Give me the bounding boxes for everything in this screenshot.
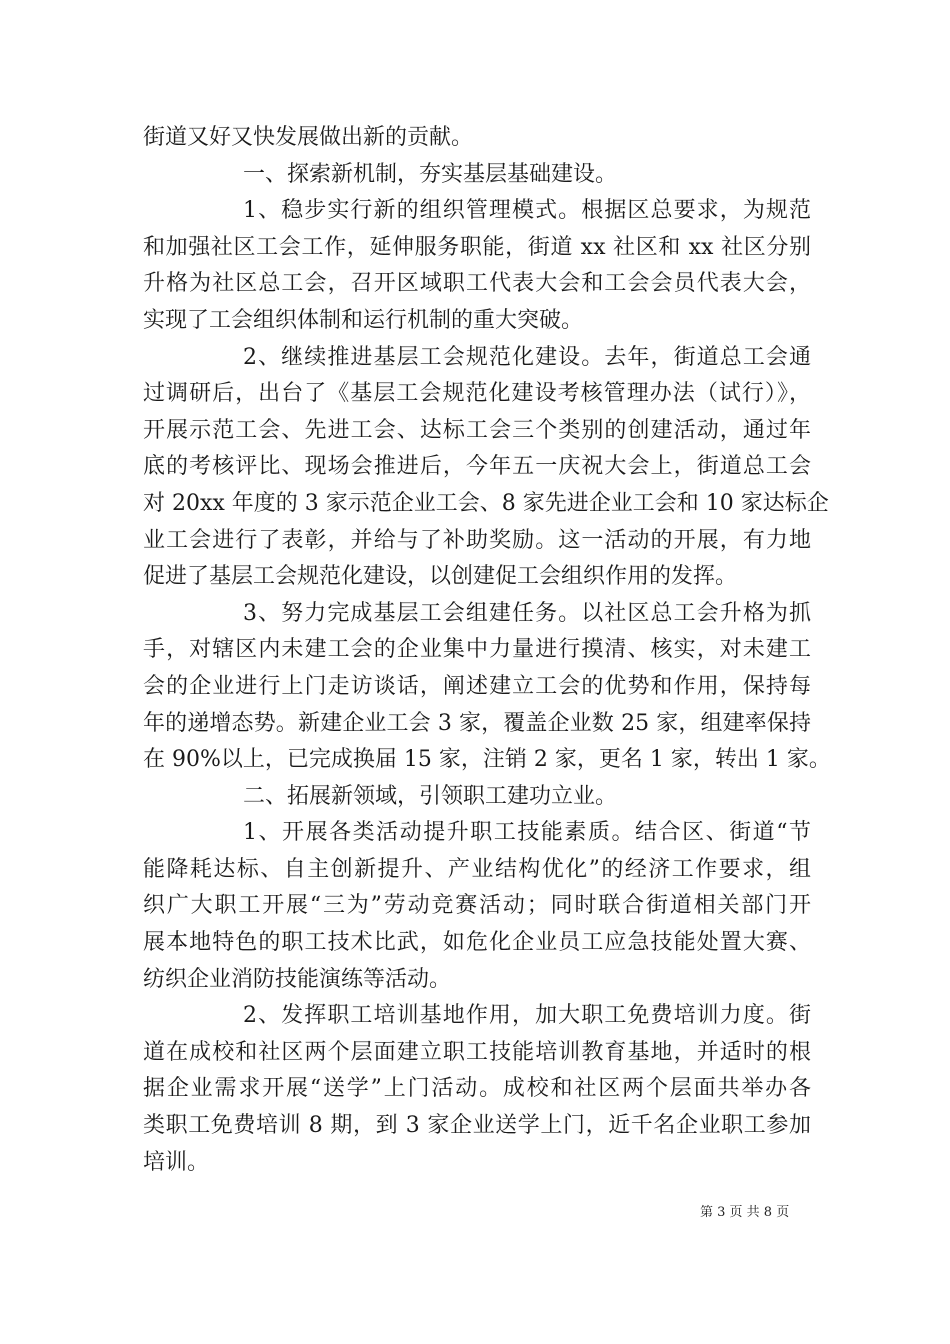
text-line: 1、开展各类活动提升职工技能素质。结合区、街道“节 [243,820,811,846]
text-line: 培训。 [143,1149,210,1175]
text-line: 织广大职工开展“三为”劳动竞赛活动；同时联合街道相关部门开 [143,893,811,919]
text-line: 促进了基层工会规范化建设，以创建促工会组织作用的发挥。 [143,564,738,590]
text-line: 和加强社区工会工作，延伸服务职能，街道 xx 社区和 xx 社区分别 [143,234,811,260]
text-line: 升格为社区总工会，召开区域职工代表大会和工会会员代表大会， [143,271,811,297]
text-line: 过调研后，出台了《基层工会规范化建设考核管理办法（试行）》， [143,381,811,407]
text-line: 业工会进行了表彰，并给与了补助奖励。这一活动的开展，有力地 [143,527,811,553]
text-line: 对 20xx 年度的 3 家示范企业工会、8 家先进企业工会和 10 家达标企 [143,490,829,516]
text-line: 开展示范工会、先进工会、达标工会三个类别的创建活动，通过年 [143,417,811,443]
text-line: 底的考核评比、现场会推进后，今年五一庆祝大会上，街道总工会 [143,454,811,480]
body-text [143,120,831,1181]
text-line: 纺织企业消防技能演练等活动。 [143,966,452,992]
text-line: 一、探索新机制，夯实基层基础建设。 [243,161,618,187]
text-line: 会的企业进行上门走访谈话，阐述建立工会的优势和作用，保持每 [143,673,811,699]
text-line: 类职工免费培训 8 期，到 3 家企业送学上门，近千名企业职工参加 [143,1113,811,1139]
text-line: 能降耗达标、自主创新提升、产业结构优化”的经济工作要求，组 [143,856,811,882]
text-line: 1、稳步实行新的组织管理模式。根据区总要求，为规范 [243,198,811,224]
text-line: 手，对辖区内未建工会的企业集中力量进行摸清、核实，对未建工 [143,637,811,663]
text-line: 在 90%以上，已完成换届 15 家，注销 2 家，更名 1 家，转出 1 家。 [143,747,831,773]
text-line: 二、拓展新领域，引领职工建功立业。 [243,783,618,809]
text-line: 据企业需求开展“送学”上门活动。成校和社区两个层面共举办各 [143,1076,811,1102]
text-line: 3、努力完成基层工会组建任务。以社区总工会升格为抓 [243,600,811,626]
text-line: 实现了工会组织体制和运行机制的重大突破。 [143,307,584,333]
text-line: 2、继续推进基层工会规范化建设。去年，街道总工会通 [243,344,811,370]
text-line: 街道又好又快发展做出新的贡献。 [143,125,474,150]
page-number-footer: 第 3 页 共 8 页 [700,1205,790,1220]
text-line: 年的递增态势。新建企业工会 3 家，覆盖企业数 25 家，组建率保持 [143,710,811,736]
text-line: 展本地特色的职工技术比武，如危化企业员工应急技能处置大赛、 [143,930,811,956]
text-line: 道在成校和社区两个层面建立职工技能培训教育基地，并适时的根 [143,1039,811,1065]
text-line: 2、发挥职工培训基地作用，加大职工免费培训力度。街 [243,1003,811,1029]
